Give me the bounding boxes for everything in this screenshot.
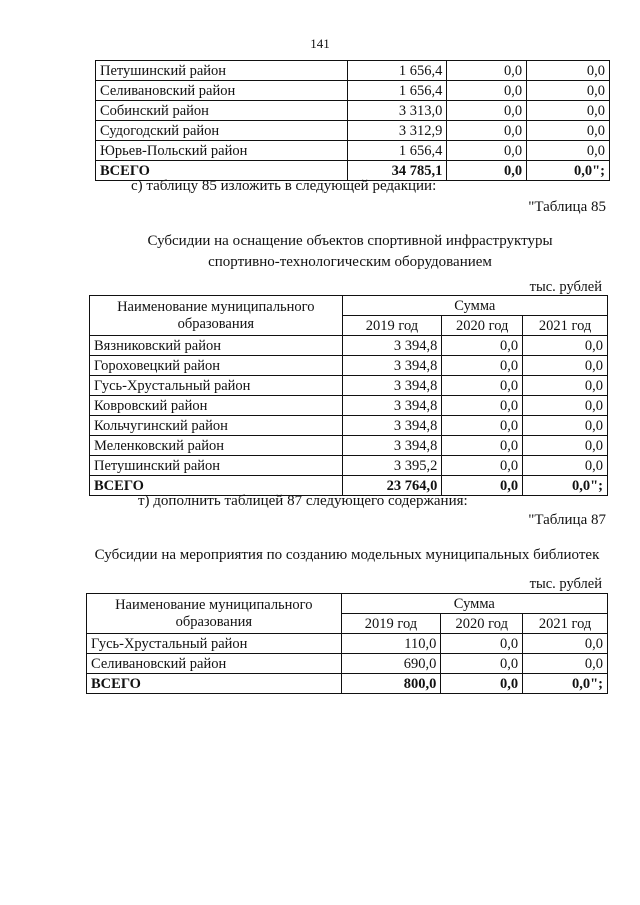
total-label: ВСЕГО [87, 674, 342, 694]
value-2020: 0,0 [447, 61, 527, 81]
table-row [96, 121, 610, 141]
table-row [96, 61, 610, 81]
table-85-body [90, 336, 608, 476]
value-2020: 0,0 [442, 336, 523, 356]
header-2020: 2020 год [442, 316, 523, 336]
header-name-line1: Наименование муниципального [117, 298, 315, 315]
table87-title: Субсидии на мероприятия по созданию модельных муниципальных библиотек [94, 547, 600, 563]
table85-title [0, 231, 640, 273]
district-name: Петушинский район [96, 61, 348, 81]
value-2019: 3 394,8 [342, 356, 442, 376]
value-2021: 0,0 [523, 356, 608, 376]
value-2019: 1 656,4 [347, 61, 447, 81]
value-2019: 1 656,4 [347, 81, 447, 101]
district-name: Петушинский район [90, 456, 343, 476]
value-2019: 3 395,2 [342, 456, 442, 476]
total-2020: 0,0 [441, 674, 523, 694]
value-2021: 0,0 [527, 121, 610, 141]
district-name: Гусь-Хрустальный район [87, 634, 342, 654]
table-continuation [95, 60, 610, 181]
header-2021: 2021 год [523, 316, 608, 336]
district-name: Селивановский район [87, 654, 342, 674]
table-continuation-body [96, 61, 610, 161]
value-2021: 0,0 [523, 456, 608, 476]
total-2019: 800,0 [341, 674, 441, 694]
district-name: Кольчугинский район [90, 416, 343, 436]
total-2021: 0,0"; [523, 674, 608, 694]
value-2019: 3 394,8 [342, 416, 442, 436]
value-2019: 110,0 [341, 634, 441, 654]
table-row [87, 654, 608, 674]
header-name [90, 296, 343, 336]
district-name: Вязниковский район [90, 336, 343, 356]
table-row [90, 336, 608, 356]
header-name-line1: Наименование муниципального [115, 596, 313, 613]
table-row [90, 376, 608, 396]
unit-label-87: тыс. рублей [529, 576, 602, 592]
table-row [96, 101, 610, 121]
total-2019: 34 785,1 [347, 161, 447, 181]
total-label: ВСЕГО [96, 161, 348, 181]
value-2021: 0,0 [523, 376, 608, 396]
value-2020: 0,0 [442, 376, 523, 396]
value-2021: 0,0 [523, 654, 608, 674]
district-name: Меленковский район [90, 436, 343, 456]
table-87-body [87, 634, 608, 674]
header-name-line2: образования [175, 613, 253, 630]
value-2021: 0,0 [527, 141, 610, 161]
value-2020: 0,0 [442, 436, 523, 456]
value-2019: 3 394,8 [342, 336, 442, 356]
value-2020: 0,0 [442, 456, 523, 476]
paragraph-t: т) дополнить таблицей 87 следующего содержания: [138, 493, 468, 509]
header-name-line2: образования [177, 315, 255, 332]
total-label: ВСЕГО [90, 476, 343, 496]
table-row [96, 141, 610, 161]
header-sum: Сумма [342, 296, 607, 316]
value-2020: 0,0 [442, 416, 523, 436]
value-2021: 0,0 [527, 101, 610, 121]
unit-label: тыс. рублей [529, 279, 602, 295]
table-row [87, 634, 608, 654]
district-name: Ковровский район [90, 396, 343, 416]
header-2019: 2019 год [342, 316, 442, 336]
value-2020: 0,0 [441, 654, 523, 674]
value-2020: 0,0 [442, 396, 523, 416]
table-row [90, 416, 608, 436]
value-2020: 0,0 [447, 121, 527, 141]
district-name: Селивановский район [96, 81, 348, 101]
district-name: Собинский район [96, 101, 348, 121]
value-2021: 0,0 [527, 81, 610, 101]
value-2020: 0,0 [447, 141, 527, 161]
total-2020: 0,0 [442, 476, 523, 496]
district-name: Судогодский район [96, 121, 348, 141]
value-2021: 0,0 [523, 436, 608, 456]
total-2019: 23 764,0 [342, 476, 442, 496]
page-number: 141 [310, 36, 330, 51]
value-2019: 3 394,8 [342, 436, 442, 456]
header-2020: 2020 год [441, 614, 523, 634]
value-2019: 3 313,0 [347, 101, 447, 121]
table-87 [86, 593, 608, 694]
header-name [87, 594, 342, 634]
header-2019: 2019 год [341, 614, 441, 634]
value-2020: 0,0 [441, 634, 523, 654]
value-2021: 0,0 [523, 634, 608, 654]
value-2019: 690,0 [341, 654, 441, 674]
value-2021: 0,0 [527, 61, 610, 81]
district-name: Юрьев-Польский район [96, 141, 348, 161]
table-total-row [87, 674, 608, 694]
total-2021: 0,0"; [523, 476, 608, 496]
total-2021: 0,0"; [527, 161, 610, 181]
table-row [90, 436, 608, 456]
value-2019: 3 394,8 [342, 396, 442, 416]
table-row [90, 456, 608, 476]
header-sum: Сумма [341, 594, 607, 614]
value-2020: 0,0 [447, 81, 527, 101]
table85-title-line2: спортивно-технологическим оборудованием [208, 254, 492, 270]
district-name: Гороховецкий район [90, 356, 343, 376]
paragraph-c: с) таблицу 85 изложить в следующей редакции: [131, 178, 437, 194]
table-row [90, 396, 608, 416]
total-2020: 0,0 [447, 161, 527, 181]
value-2021: 0,0 [523, 396, 608, 416]
table-85 [89, 295, 608, 496]
header-2021: 2021 год [523, 614, 608, 634]
value-2021: 0,0 [523, 416, 608, 436]
value-2019: 1 656,4 [347, 141, 447, 161]
table85-title-line1: Субсидии на оснащение объектов спортивной инфраструктуры [147, 233, 553, 249]
value-2020: 0,0 [442, 356, 523, 376]
district-name: Гусь-Хрустальный район [90, 376, 343, 396]
table-row [96, 81, 610, 101]
value-2021: 0,0 [523, 336, 608, 356]
table85-label: "Таблица 85 [528, 199, 606, 215]
table87-label: "Таблица 87 [528, 512, 606, 528]
table-row [90, 356, 608, 376]
value-2019: 3 312,9 [347, 121, 447, 141]
value-2020: 0,0 [447, 101, 527, 121]
value-2019: 3 394,8 [342, 376, 442, 396]
